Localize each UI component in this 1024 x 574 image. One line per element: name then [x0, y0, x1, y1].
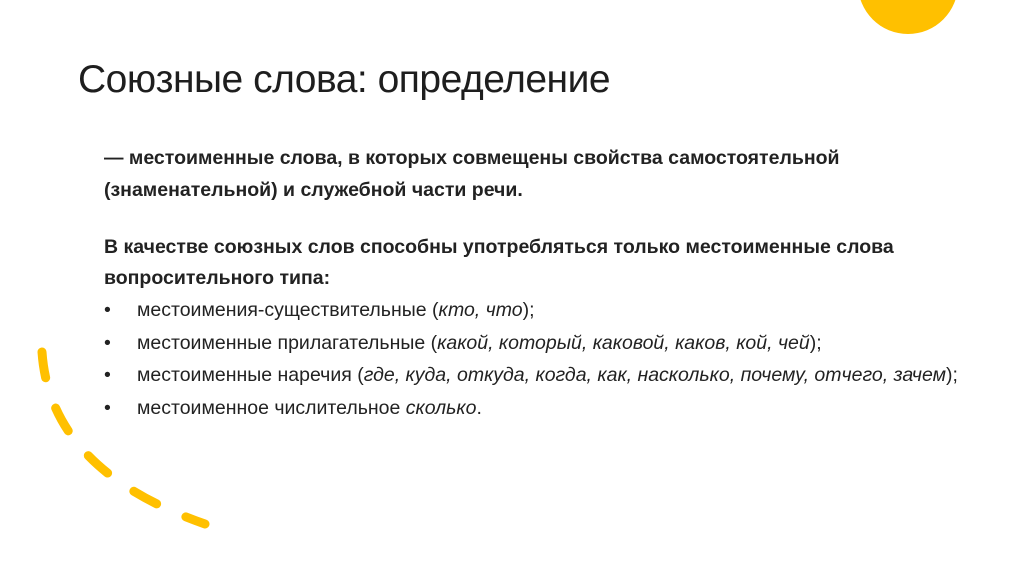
item-examples: кто, что: [438, 299, 523, 321]
item-tail: );: [522, 299, 535, 321]
item-text: местоимения-существительные (: [137, 299, 439, 321]
list-item: [104, 327, 984, 360]
item-examples: какой, который, каковой, каков, кой, чей: [437, 331, 810, 354]
decorative-circle: [858, 0, 958, 34]
pronoun-list: [104, 294, 984, 424]
list-item: [104, 294, 984, 327]
item-text: местоименные наречия (: [137, 364, 364, 386]
list-item: [104, 392, 984, 425]
bullet: •: [104, 299, 111, 321]
item-tail: );: [809, 331, 822, 354]
item-tail: );: [946, 364, 958, 386]
bullet: •: [104, 364, 111, 386]
item-text: местоименные прилагательные (: [137, 331, 438, 354]
definition-text: — местоименные слова, в которых совмещены свойства самостоятельной (знаменательной) и служебной части речи.: [104, 147, 840, 201]
item-examples: где, куда, откуда, когда, как, насколько, почему, отчего, зачем: [363, 364, 946, 386]
bullet: •: [104, 331, 111, 354]
list-item: [104, 359, 984, 392]
item-examples: сколько: [405, 396, 477, 419]
item-text: местоименное числительное: [137, 396, 406, 419]
lead-paragraph: В качестве союзных слов способны употребляться только местоименные слова вопросительного типа:: [104, 236, 894, 289]
bullet: •: [104, 396, 111, 419]
slide-title: Союзные слова: определение: [78, 58, 611, 101]
item-tail: .: [476, 396, 482, 419]
